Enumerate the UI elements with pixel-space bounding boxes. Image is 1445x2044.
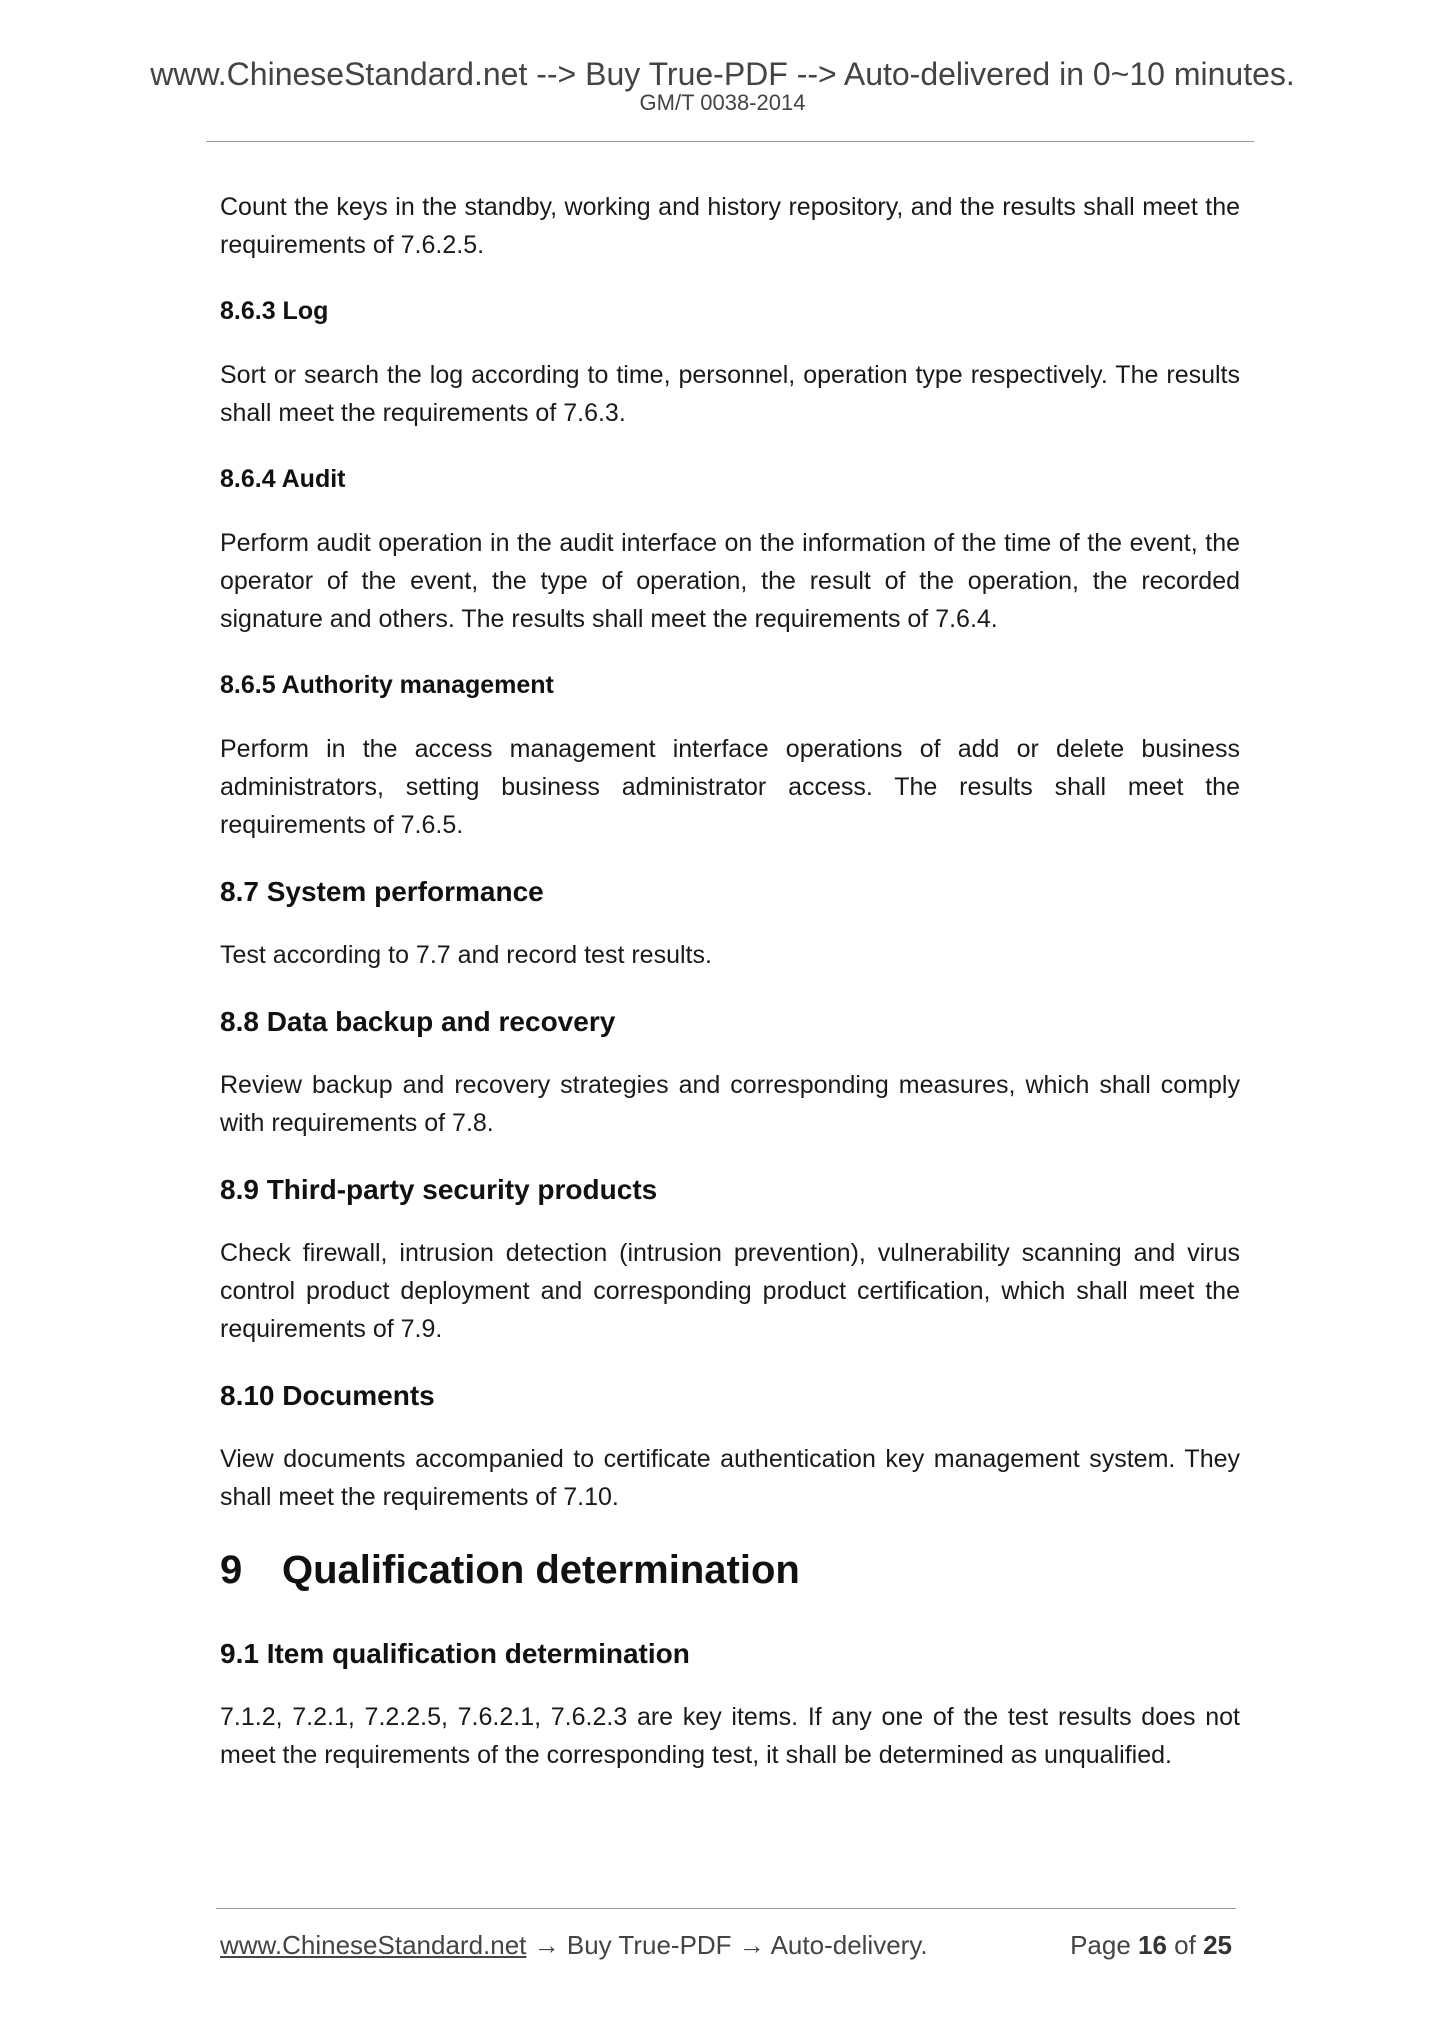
heading-9-number: 9 [220, 1548, 243, 1592]
footer-buy-text: Buy True-PDF [566, 1930, 732, 1960]
paragraph-key-count: Count the keys in the standby, working and history repository, and the results shall meet the requirements of 7.6.2.5. [220, 193, 1240, 259]
paragraph-8-10: View documents accompanied to certificate authentication key management system. They shall meet the requirements of 7.10. [220, 1445, 1240, 1511]
paragraph-8-6-5: Perform in the access management interface operations of add or delete business administrators, setting business administrator access. The results shall meet the requirements of 7.6.5. [220, 735, 1240, 839]
paragraph-8-7: Test according to 7.7 and record test results. [220, 941, 712, 969]
paragraph-8-8: Review backup and recovery strategies and corresponding measures, which shall comply with requirements of 7.8. [220, 1071, 1240, 1137]
heading-9-1: 9.1 Item qualification determination [220, 1638, 690, 1669]
header-banner: www.ChineseStandard.net --> Buy True-PDF --> Auto-delivered in 0~10 minutes. [150, 56, 1295, 92]
heading-8-6-3: 8.6.3 Log [220, 297, 329, 325]
paragraph-9-1: 7.1.2, 7.2.1, 7.2.2.5, 7.6.2.1, 7.6.2.3 are key items. If any one of the test results does not meet the requirements of the corresponding test, it shall be determined as unqualified. [220, 1703, 1240, 1769]
paragraph-8-6-4: Perform audit operation in the audit interface on the information of the time of the event, the operator of the event, the type of operation, the result of the operation, the recorded signature and others. The results shall meet the requirements of 7.6.4. [220, 529, 1240, 633]
heading-8-10: 8.10 Documents [220, 1380, 435, 1411]
heading-8-7: 8.7 System performance [220, 876, 544, 907]
current-page: 16 [1138, 1930, 1167, 1960]
heading-8-9: 8.9 Third-party security products [220, 1174, 658, 1205]
page-label: Page [1070, 1930, 1139, 1960]
page-content [220, 188, 1240, 1804]
page-number [1070, 1929, 1232, 1961]
footer-site-link[interactable]: www.ChineseStandard.net [220, 1930, 527, 1960]
header-divider [206, 141, 1254, 142]
heading-8-6-4: 8.6.4 Audit [220, 465, 346, 493]
document-code: GM/T 0038-2014 [639, 90, 806, 115]
total-pages: 25 [1203, 1930, 1232, 1960]
footer-delivery-text: Auto-delivery. [770, 1930, 928, 1960]
of-label: of [1166, 1930, 1204, 1960]
arrow-right-icon: → [526, 1930, 567, 1960]
heading-8-6-5: 8.6.5 Authority management [220, 671, 554, 699]
heading-9 [220, 1546, 1240, 1594]
footer-promo [220, 1929, 928, 1961]
arrow-right-icon: → [731, 1930, 771, 1960]
paragraph-8-6-3: Sort or search the log according to time, personnel, operation type respectively. The results shall meet the requirements of 7.6.3. [220, 361, 1240, 427]
heading-9-title: Qualification determination [282, 1548, 800, 1592]
footer-divider [216, 1908, 1236, 1909]
paragraph-8-9: Check firewall, intrusion detection (intrusion prevention), vulnerability scanning and virus control product deployment and corresponding product certification, which shall meet the requirements of 7.9. [220, 1239, 1240, 1343]
heading-8-8: 8.8 Data backup and recovery [220, 1006, 616, 1037]
